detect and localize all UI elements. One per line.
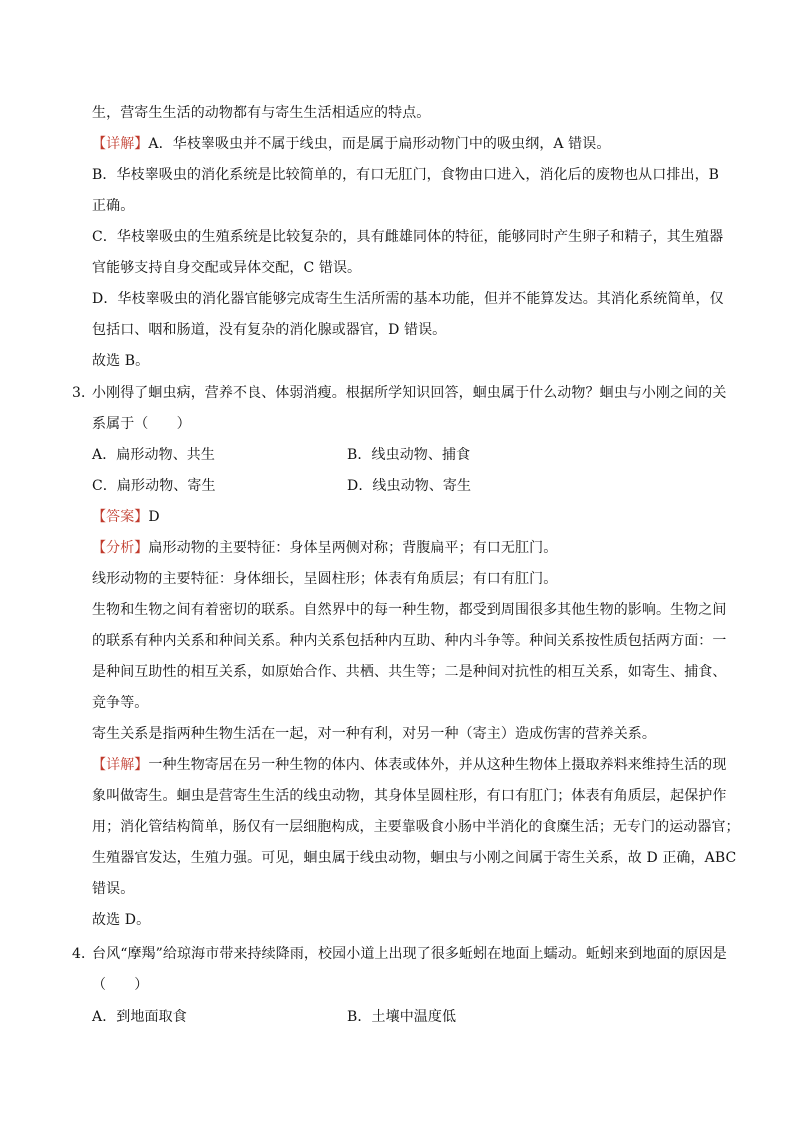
q3-stem-line2: 系属于（ ） (92, 416, 191, 432)
q3-detail-line3: 用；消化管结构简单，肠仅有一层细胞构成，主要靠吸食小肠中半消化的食糜生活；无专门的运动器官； (92, 819, 740, 835)
q2-detail-c-line2: 官能够支持自身交配或异体交配，C 错误。 (92, 260, 362, 276)
q4-stem-line2: （ ） (92, 977, 149, 993)
q3-option-d: D．线虫动物、寄生 (347, 478, 472, 494)
q3-analysis-line1-text: 扁形动物的主要特征：身体呈两侧对称；背腹扁平；有口无肛门。 (148, 540, 558, 556)
q3-detail-line5: 错误。 (92, 881, 135, 897)
q2-detail-c-line1: C．华枝睾吸虫的生殖系统是比较复杂的，具有雌雄同体的特征，能够同时产生卵子和精子，其生殖器 (92, 229, 724, 245)
q3-analysis-line2: 线形动物的主要特征：身体细长，呈圆柱形；体表有角质层；有口有肛门。 (92, 571, 558, 587)
q2-choice: 故选 B。 (92, 353, 150, 369)
q3-analysis-line6: 竞争等。 (92, 695, 149, 711)
q3-stem-line1: 小刚得了蛔虫病，营养不良、体弱消瘦。根据所学知识回答，蛔虫属于什么动物？蛔虫与小刚之间的关 (92, 385, 727, 401)
q3-detail-line1 (92, 755, 727, 775)
answer-value: D (148, 509, 160, 525)
q4-option-a: A．到地面取食 (92, 1009, 187, 1025)
q3-option-b: B．线虫动物、捕食 (347, 447, 471, 463)
q4-number: 4． (72, 946, 96, 962)
q3-option-c: C．扁形动物、寄生 (92, 478, 216, 494)
q3-option-a: A．扁形动物、共生 (92, 447, 216, 463)
detail-tag: 【详解】 (92, 757, 149, 773)
q3-detail-line4: 生殖器官发达，生殖力强。可见，蛔虫属于线虫动物，蛔虫与小刚之间属于寄生关系，故 D 正确，ABC (92, 850, 737, 866)
q3-number: 3． (72, 385, 96, 401)
q2-detail-b-line2: 正确。 (92, 198, 135, 214)
q3-detail-line1-text: 一种生物寄居在另一种生物的体内、体表或体外，并从这种生物体上摄取养料来维持生活的现 (148, 757, 727, 773)
q4-option-b: B．土壤中温度低 (347, 1009, 457, 1025)
q3-analysis-line4: 的联系有种内关系和种间关系。种内关系包括种内互助、种内斗争等。种间关系按性质包括两方面：一 (92, 633, 727, 649)
q2-detail-d-line1: D．华枝睾吸虫的消化器官能够完成寄生生活所需的基本功能，但并不能算发达。其消化系统简单，仅 (92, 291, 724, 307)
q2-analysis-tail: 生，营寄生生活的动物都有与寄生生活相适应的特点。 (92, 105, 431, 121)
q3-analysis-line5: 是种间互助性的相互关系，如原始合作、共栖、共生等；二是种间对抗性的相互关系，如寄生、捕食、 (92, 664, 727, 680)
detail-tag: 【详解】 (92, 136, 149, 152)
q2-detail-a-text: A．华枝睾吸虫并不属于线虫，而是属于扁形动物门中的吸虫纲，A 错误。 (148, 136, 611, 152)
q3-analysis-line1 (92, 538, 557, 558)
q2-detail-b-line1: B．华枝睾吸虫的消化系统是比较简单的，有口无肛门，食物由口进入，消化后的废物也从口排出，B (92, 167, 720, 183)
q2-detail-a (92, 134, 610, 154)
q3-answer (92, 507, 160, 527)
q3-analysis-line7: 寄生关系是指两种生物生活在一起，对一种有利，对另一种（寄主）造成伤害的营养关系。 (92, 726, 656, 742)
answer-tag: 【答案】 (92, 509, 149, 525)
q3-choice: 故选 D。 (92, 912, 151, 928)
q3-detail-line2: 象叫做寄生。蛔虫是营寄生生活的线虫动物，其身体呈圆柱形，有口有肛门；体表有角质层，起保护作 (92, 788, 727, 804)
q3-analysis-line3: 生物和生物之间有着密切的联系。自然界中的每一种生物，都受到周围很多其他生物的影响。生物之间 (92, 602, 727, 618)
q4-stem-line1: 台风“摩羯”给琼海市带来持续降雨，校园小道上出现了很多蚯蚓在地面上蠕动。蚯蚓来到地面的原因是 (92, 946, 727, 962)
q2-detail-d-line2: 包括口、咽和肠道，没有复杂的消化腺或器官，D 错误。 (92, 322, 447, 338)
analysis-tag: 【分析】 (92, 540, 149, 556)
